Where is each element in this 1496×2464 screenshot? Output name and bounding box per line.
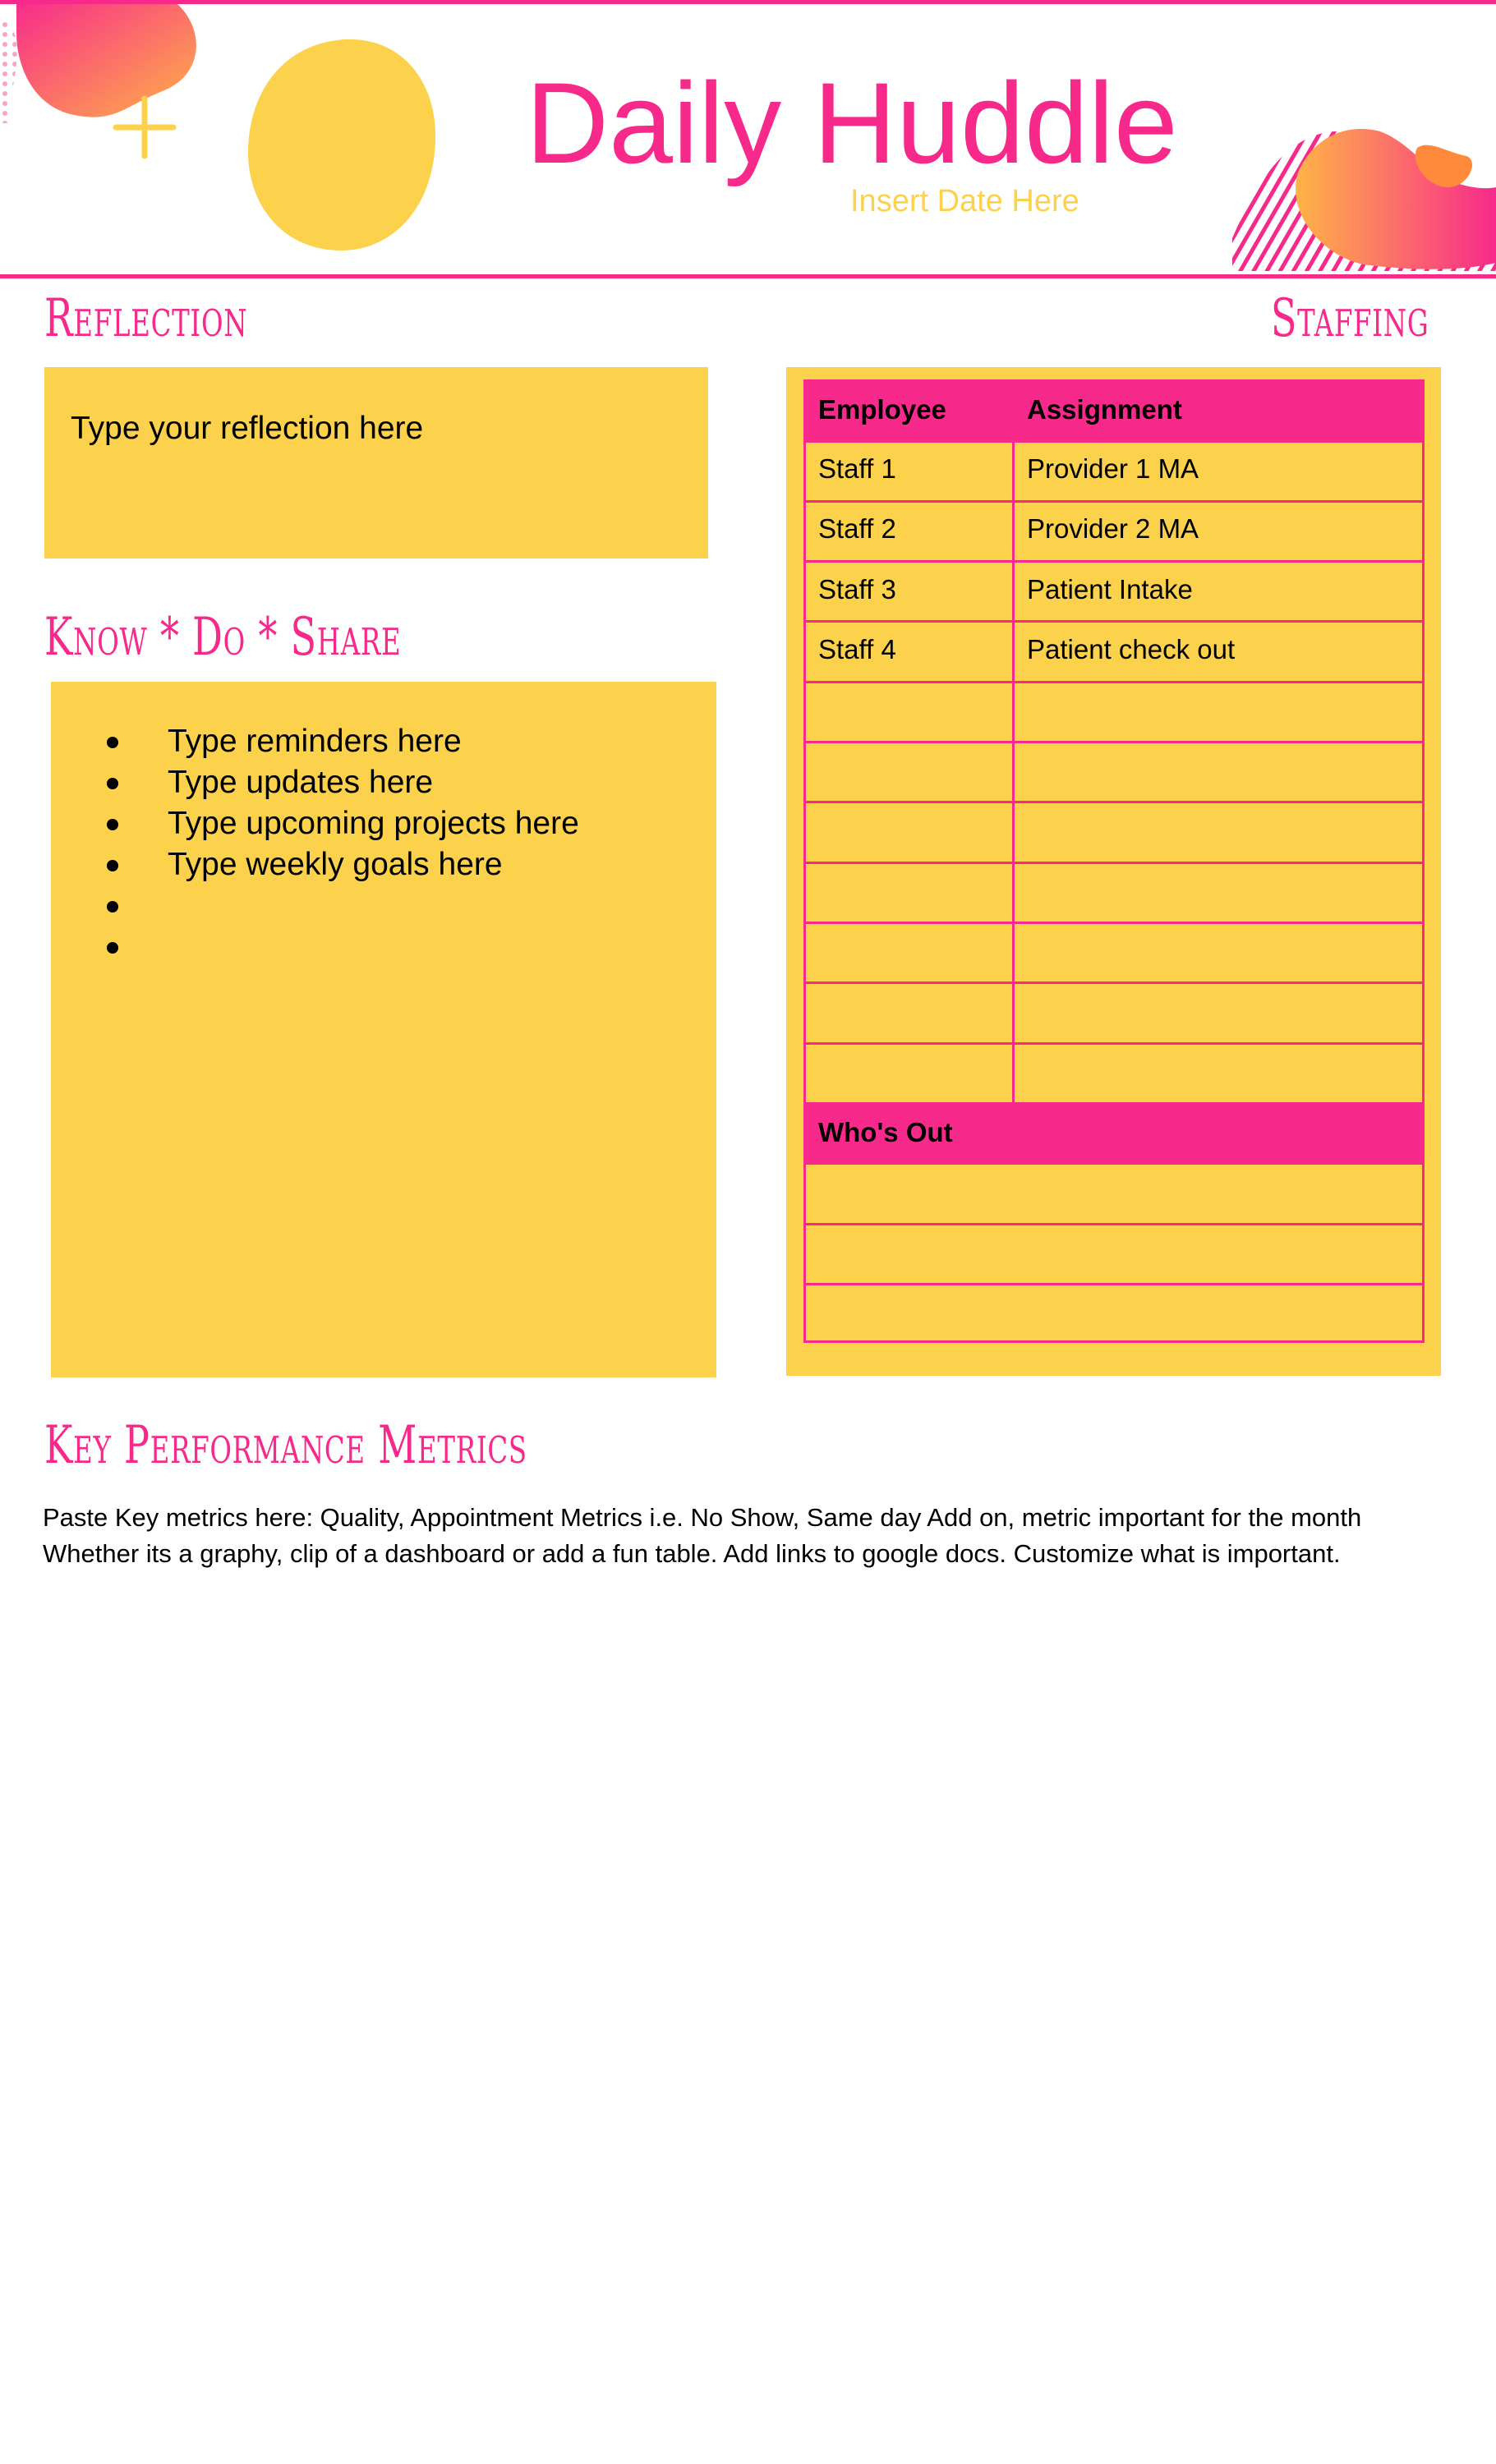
staffing-heading: Staffing: [1270, 288, 1429, 349]
date-field[interactable]: Insert Date Here: [850, 184, 1079, 218]
list-item[interactable]: Type weekly goals here: [82, 844, 579, 885]
row-divider: [803, 440, 1425, 443]
row-divider: [803, 862, 1425, 864]
row-divider: [803, 801, 1425, 803]
list-item[interactable]: [82, 926, 579, 968]
row-divider: [803, 681, 1425, 683]
kpi-instructions[interactable]: [43, 1500, 1472, 1572]
reflection-panel[interactable]: [44, 367, 708, 559]
top-right-blob-icon: [1232, 129, 1496, 271]
list-item[interactable]: [82, 885, 579, 926]
assignment-column-header: Assignment: [1027, 394, 1182, 425]
row-divider: [803, 1162, 1425, 1165]
row-divider: [803, 620, 1425, 623]
row-divider: [803, 741, 1425, 743]
row-divider: [803, 500, 1425, 503]
table-cell[interactable]: Staff 3: [818, 574, 896, 605]
list-item[interactable]: Type upcoming projects here: [82, 803, 579, 844]
kpi-line-1: Paste Key metrics here: Quality, Appointment Metrics i.e. No Show, Same day Add on, metric important for the month: [43, 1503, 1362, 1532]
list-item[interactable]: Type reminders here: [82, 721, 579, 762]
table-cell[interactable]: Provider 1 MA: [1027, 453, 1199, 484]
top-left-blob-icon: [0, 0, 196, 123]
row-divider: [803, 560, 1425, 563]
staffing-table: [803, 379, 1425, 1343]
top-border: [0, 0, 1496, 4]
know-do-share-heading: Know * Do * Share: [44, 607, 402, 668]
table-cell[interactable]: Staff 2: [818, 513, 896, 544]
table-cell[interactable]: Provider 2 MA: [1027, 513, 1199, 544]
kpi-heading: Key Performance Metrics: [44, 1415, 527, 1476]
row-divider: [803, 1042, 1425, 1045]
list-item[interactable]: Type updates here: [82, 762, 579, 803]
employee-column-header: Employee: [818, 394, 946, 425]
table-cell[interactable]: Staff 1: [818, 453, 896, 484]
row-divider: [803, 1223, 1425, 1225]
reflection-text[interactable]: Type your reflection here: [71, 411, 424, 446]
row-divider: [803, 981, 1425, 984]
row-divider: [803, 1102, 1425, 1105]
table-cell[interactable]: Staff 4: [818, 634, 896, 664]
header-divider: [0, 274, 1496, 278]
whos-out-header: Who's Out: [818, 1117, 953, 1147]
table-cell[interactable]: Patient Intake: [1027, 574, 1193, 605]
row-divider: [803, 1283, 1425, 1285]
table-cell[interactable]: Patient check out: [1027, 634, 1236, 664]
yellow-circle-icon: [248, 39, 435, 251]
page-title: Daily Huddle: [526, 58, 1178, 187]
reflection-heading: Reflection: [44, 288, 248, 349]
kpi-line-2: Whether its a graphy, clip of a dashboard or add a fun table. Add links to google docs. Customize what is important.: [43, 1539, 1341, 1568]
row-divider: [803, 922, 1425, 924]
know-do-share-list: [82, 721, 579, 968]
